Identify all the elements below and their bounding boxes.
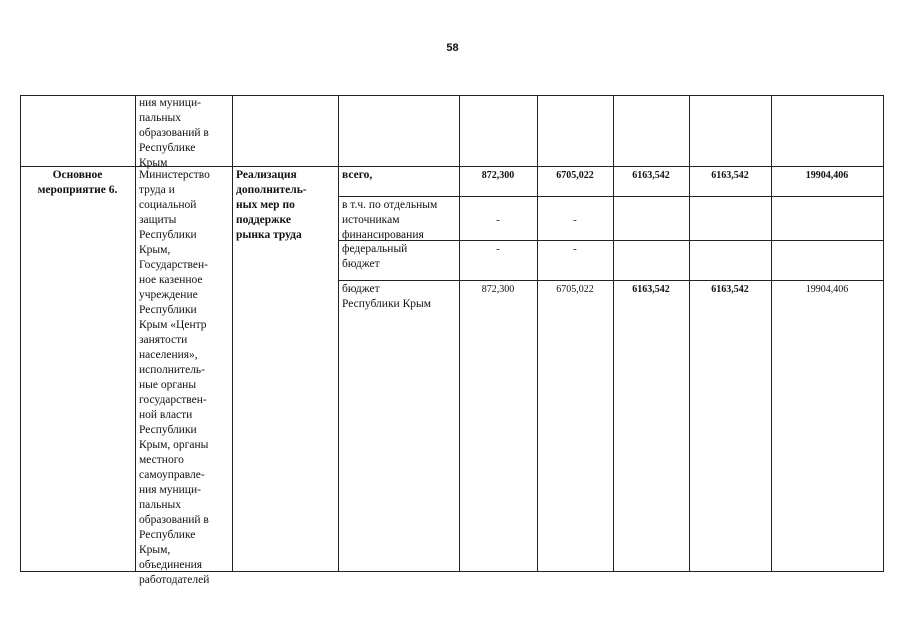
crimea-value-sum: 19904,406 (805, 284, 849, 295)
federal-value-year2: - (573, 243, 577, 255)
responsible-executors: Министерство труда и социальной защиты Республики Крым, Государствен- ное казенное учреждение Республики Крым «Центр занятости населения», исполнитель- ные органы государствен- ной власти Республики Крым, органы местного самоуправле- ния муници- пальных образований в Республике Крым, объединения работодателей (139, 169, 210, 586)
crimea-value-year1: 872,300 (481, 284, 515, 295)
row-divider (338, 196, 884, 197)
source-total-label: всего, (342, 169, 373, 181)
total-value-year2: 6705,022 (556, 170, 594, 181)
federal-value-year1: - (496, 243, 500, 255)
source-federal-label: федеральный бюджет (342, 243, 408, 270)
measure-name: Реализация дополнитель- ных мер по поддержке рынка труда (236, 169, 307, 241)
source-breakdown-label: в т.ч. по отдельным источникам финансирования (342, 199, 438, 241)
total-value-sum: 19904,406 (805, 170, 849, 181)
total-value-year4: 6163,542 (711, 170, 749, 181)
page-number: 58 (446, 42, 459, 54)
row-divider (338, 280, 884, 281)
crimea-value-year2: 6705,022 (556, 284, 594, 295)
total-value-year3: 6163,542 (632, 170, 670, 181)
crimea-value-year4: 6163,542 (711, 284, 749, 295)
previous-row-responsible-text: ния муници- пальных образований в Республике Крым (139, 97, 209, 169)
total-value-year1: 872,300 (481, 170, 515, 181)
source-crimea-label: бюджет Республики Крым (342, 283, 431, 310)
crimea-value-year3: 6163,542 (632, 284, 670, 295)
measure-label: Основное мероприятие 6. (37, 169, 118, 196)
breakdown-value-year2: - (573, 214, 577, 226)
breakdown-value-year1: - (496, 214, 500, 226)
